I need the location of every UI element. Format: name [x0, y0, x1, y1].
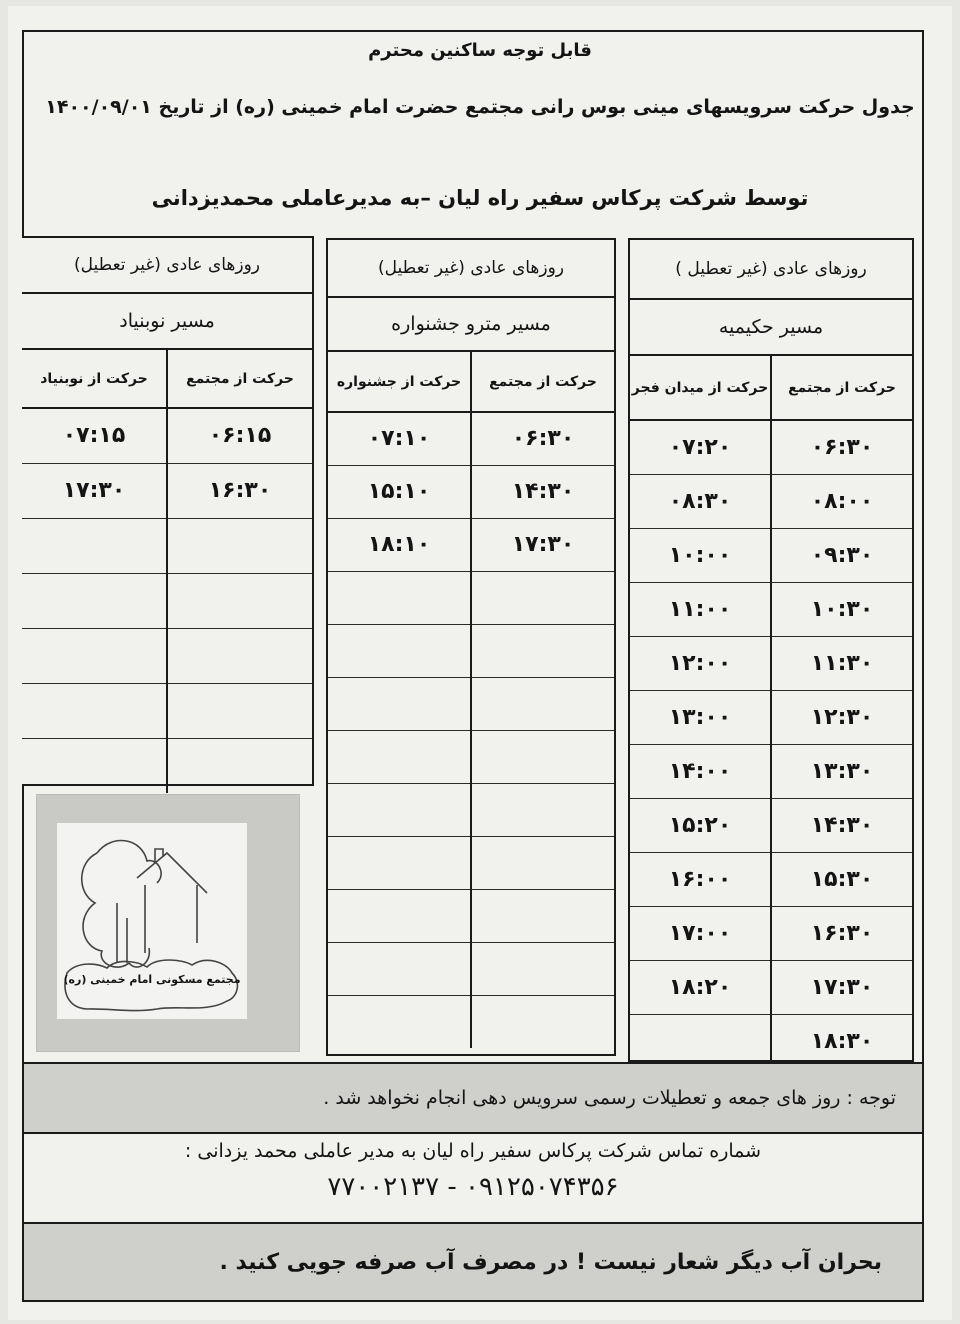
departure-from-complex: ۱۱:۳۰	[771, 636, 912, 690]
departure-return: ۱۵:۲۰	[630, 798, 771, 852]
departure-return	[22, 738, 167, 793]
departure-from-complex: ۱۶:۳۰	[167, 463, 312, 518]
departure-return: ۱۸:۱۰	[328, 518, 471, 571]
departure-from-complex: ۱۷:۳۰	[471, 518, 614, 571]
departure-return	[328, 783, 471, 836]
departure-from-complex	[167, 738, 312, 793]
table-row	[630, 474, 912, 528]
departure-return: ۰۷:۲۰	[630, 420, 771, 474]
departure-from-complex: ۱۴:۳۰	[471, 465, 614, 518]
table-row	[630, 636, 912, 690]
departure-from-complex	[471, 624, 614, 677]
table-row	[328, 783, 614, 836]
water-slogan: بحران آب دیگر شعار نیست ! در مصرف آب صرفه جویی کنید .	[24, 1222, 922, 1300]
contact-section	[24, 1134, 922, 1224]
departure-from-complex	[167, 683, 312, 738]
route-name: مسیر نوبنیاد	[22, 294, 312, 350]
departure-from-complex: ۱۰:۳۰	[771, 582, 912, 636]
departure-return: ۱۶:۰۰	[630, 852, 771, 906]
departure-return	[328, 730, 471, 783]
departure-return: ۱۱:۰۰	[630, 582, 771, 636]
table-row	[22, 518, 312, 573]
departure-return: ۱۷:۳۰	[22, 463, 167, 518]
table-row	[630, 420, 912, 474]
table-row	[630, 528, 912, 582]
route-panel-hakimiyeh	[628, 238, 914, 1062]
table-row	[22, 463, 312, 518]
departure-from-complex: ۰۸:۰۰	[771, 474, 912, 528]
route-name: مسیر حکیمیه	[630, 300, 912, 356]
notice-heading: قابل توجه ساکنین محترم	[368, 40, 592, 61]
departure-return: ۰۸:۳۰	[630, 474, 771, 528]
departure-return: ۱۳:۰۰	[630, 690, 771, 744]
departure-return: ۱۰:۰۰	[630, 528, 771, 582]
departure-from-complex	[471, 942, 614, 995]
departure-return: ۰۷:۱۵	[22, 408, 167, 463]
day-type-label: روزهای عادی (غیر تعطیل)	[22, 238, 312, 294]
column-header-nobonyad: حرکت از نوبنیاد	[22, 350, 167, 408]
table-row	[630, 798, 912, 852]
schedule-body	[630, 420, 912, 1068]
departure-return	[328, 624, 471, 677]
departure-return	[22, 628, 167, 683]
table-row	[630, 690, 912, 744]
departure-from-complex: ۱۲:۳۰	[771, 690, 912, 744]
column-header-complex: حرکت از مجتمع	[771, 356, 912, 420]
table-row	[328, 465, 614, 518]
column-header-fajr: حرکت از میدان فجر	[630, 356, 771, 420]
departure-from-complex	[471, 889, 614, 942]
logo-caption: مجتمع مسکونی امام خمینی (ره)	[63, 973, 241, 986]
departure-from-complex: ۱۴:۳۰	[771, 798, 912, 852]
table-row	[328, 889, 614, 942]
day-type-label: روزهای عادی (غیر تعطیل)	[328, 240, 614, 298]
logo-card	[57, 823, 247, 1019]
route-name: مسیر مترو جشنواره	[328, 298, 614, 352]
departure-return	[328, 677, 471, 730]
column-header-jashnvareh: حرکت از جشنواره	[328, 352, 471, 412]
table-row	[328, 412, 614, 465]
route-panel-jashnvareh	[326, 238, 616, 1056]
departure-return: ۰۷:۱۰	[328, 412, 471, 465]
table-row	[22, 573, 312, 628]
departure-from-complex	[471, 730, 614, 783]
house-tree-icon	[57, 823, 247, 1019]
table-row	[630, 744, 912, 798]
schedule-body	[22, 408, 312, 793]
table-row	[630, 852, 912, 906]
contact-phones: ۰۹۱۲۵۰۷۴۳۵۶ - ۷۷۰۰۲۱۳۷	[327, 1172, 619, 1202]
departure-from-complex: ۱۵:۳۰	[771, 852, 912, 906]
departure-from-complex: ۱۶:۳۰	[771, 906, 912, 960]
table-row	[630, 1014, 912, 1068]
contact-label: شماره تماس شرکت پرکاس سفیر راه لیان به مدیر عاملی محمد یزدانی :	[184, 1140, 762, 1162]
table-row	[22, 683, 312, 738]
departure-return	[22, 518, 167, 573]
departure-return: ۱۸:۲۰	[630, 960, 771, 1014]
departure-return	[328, 942, 471, 995]
departure-from-complex: ۱۸:۳۰	[810, 1028, 874, 1054]
departure-return	[328, 836, 471, 889]
table-row	[22, 628, 312, 683]
table-row	[630, 960, 912, 1014]
departure-from-complex: ۰۶:۳۰	[771, 420, 912, 474]
day-type-label: روزهای عادی (غیر تعطیل )	[630, 240, 912, 300]
complex-logo	[36, 794, 300, 1052]
departure-return: ۱۴:۰۰	[630, 744, 771, 798]
departure-from-complex	[167, 518, 312, 573]
route-panel-nobonyad	[22, 236, 314, 786]
column-header-complex: حرکت از مجتمع	[471, 352, 614, 412]
departure-return	[328, 889, 471, 942]
departure-from-complex: ۰۶:۳۰	[471, 412, 614, 465]
departure-from-complex: ۱۳:۳۰	[771, 744, 912, 798]
table-row	[630, 582, 912, 636]
table-row	[328, 942, 614, 995]
table-row	[328, 677, 614, 730]
departure-return	[22, 573, 167, 628]
table-row	[328, 518, 614, 571]
departure-return: ۱۵:۱۰	[328, 465, 471, 518]
table-row	[328, 995, 614, 1048]
operator-line: توسط شرکت پرکاس سفیر راه لیان –به مدیرعاملی محمدیزدانی	[151, 186, 809, 210]
departure-from-complex	[471, 571, 614, 624]
departure-return	[328, 571, 471, 624]
departure-from-complex	[471, 677, 614, 730]
table-row	[630, 906, 912, 960]
departure-from-complex: ۱۷:۳۰	[771, 960, 912, 1014]
departure-from-complex: ۰۶:۱۵	[167, 408, 312, 463]
holiday-note: توجه : روز های جمعه و تعطیلات رسمی سرویس دهی انجام نخواهد شد .	[24, 1062, 922, 1134]
table-row	[22, 408, 312, 463]
table-row	[328, 730, 614, 783]
departure-return: ۱۷:۰۰	[630, 906, 771, 960]
departure-from-complex	[471, 995, 614, 1048]
departure-from-complex	[471, 836, 614, 889]
departure-return	[22, 683, 167, 738]
departure-from-complex: ۰۹:۳۰	[771, 528, 912, 582]
schedule-table	[328, 352, 614, 1048]
table-row	[22, 738, 312, 793]
departure-return	[328, 995, 471, 1048]
table-row	[328, 571, 614, 624]
table-row	[328, 624, 614, 677]
schedule-table	[630, 356, 912, 1068]
departure-return	[630, 1014, 771, 1068]
schedule-body	[328, 412, 614, 1048]
departure-from-complex	[167, 573, 312, 628]
schedule-title: جدول حرکت سرویسهای مینی بوس رانی مجتمع حضرت امام خمینی (ره) از تاریخ ۱۴۰۰/۰۹/۰۱	[45, 96, 915, 118]
departure-from-complex	[167, 628, 312, 683]
table-row	[328, 836, 614, 889]
departure-from-complex	[471, 783, 614, 836]
departure-return: ۱۲:۰۰	[630, 636, 771, 690]
schedule-table	[22, 350, 312, 793]
column-header-complex: حرکت از مجتمع	[167, 350, 312, 408]
